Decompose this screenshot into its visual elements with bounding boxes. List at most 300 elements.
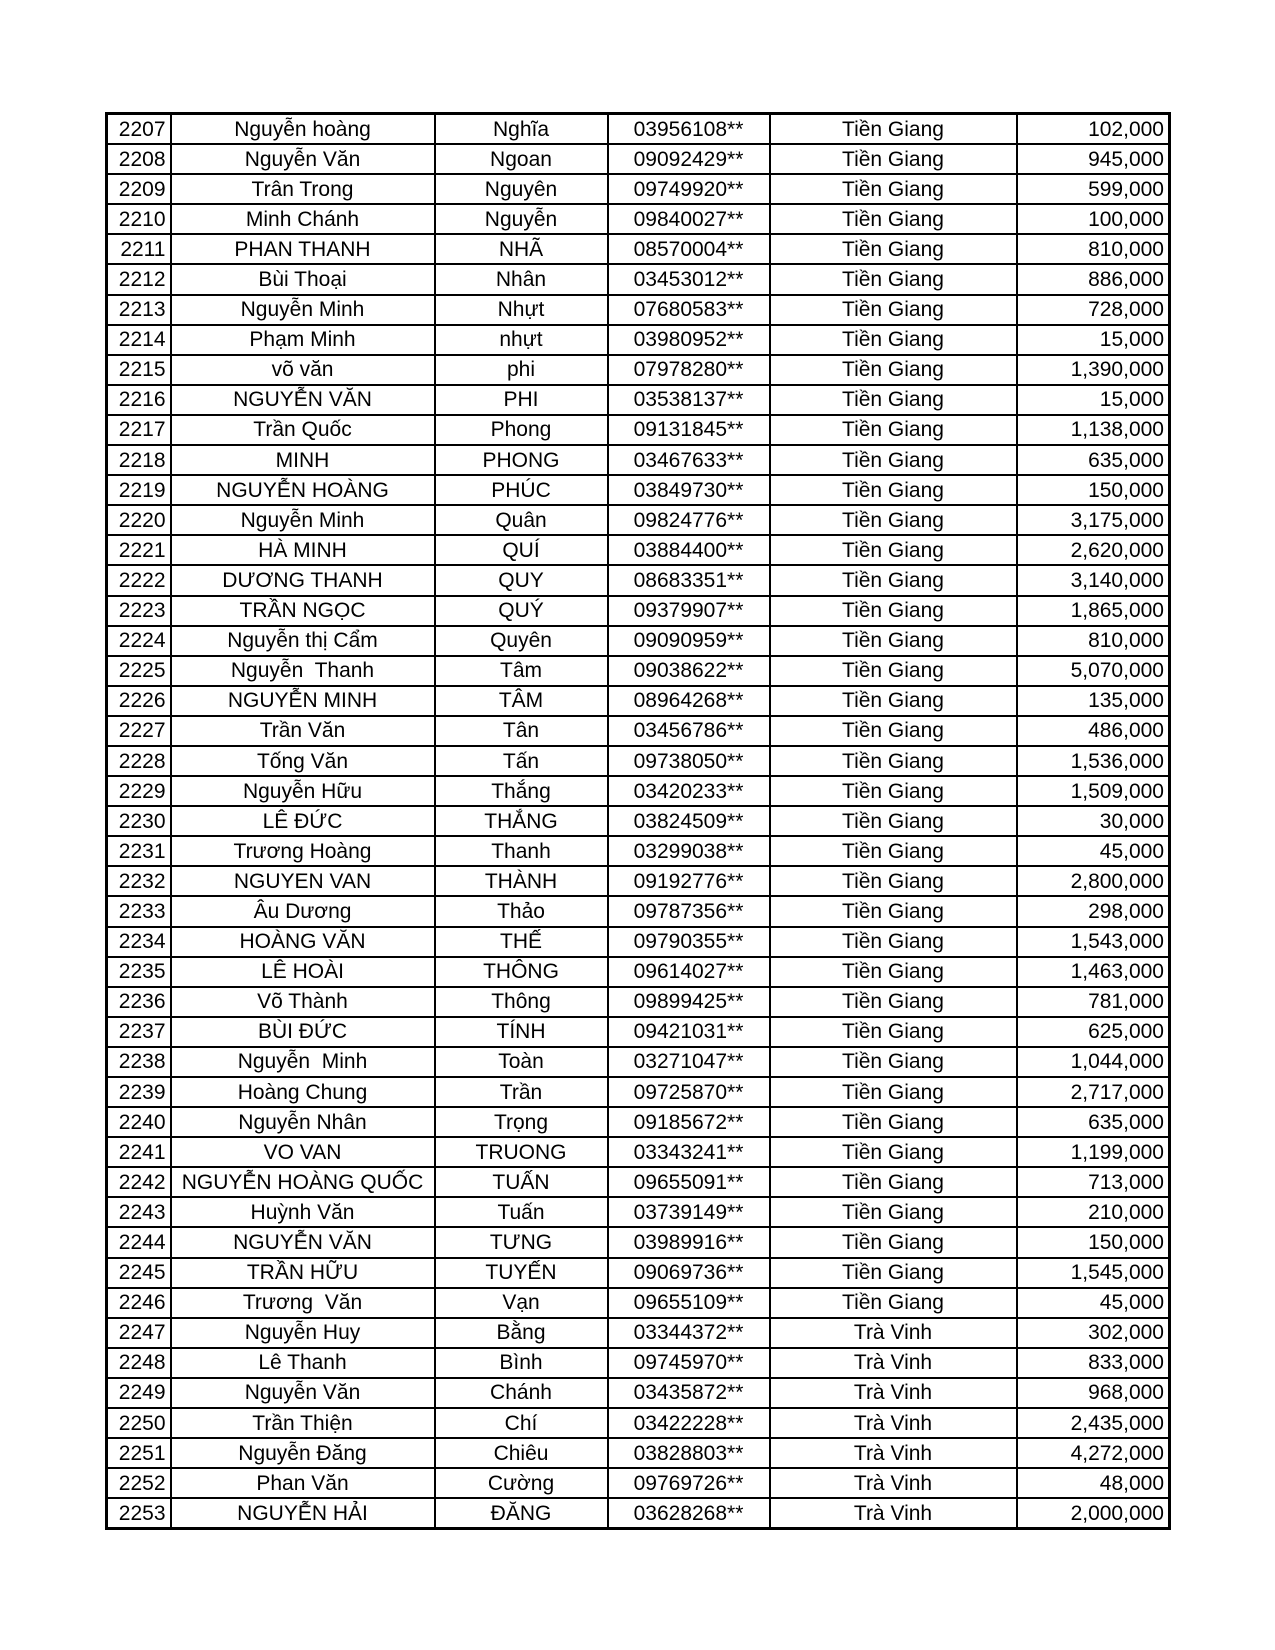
cell-last-name: TRẦN NGỌC <box>171 596 435 626</box>
table-row <box>107 1438 1170 1468</box>
cell-last-name: Hoàng Chung <box>171 1077 435 1107</box>
cell-first-name: Thông <box>435 987 608 1017</box>
cell-province: Tiền Giang <box>770 204 1017 234</box>
cell-last-name: Lê Thanh <box>171 1348 435 1378</box>
cell-phone: 09092429** <box>608 144 770 174</box>
cell-first-name: THÔNG <box>435 957 608 987</box>
cell-first-name: TUYẾN <box>435 1258 608 1288</box>
cell-last-name: Phan Văn <box>171 1468 435 1498</box>
cell-province: Tiền Giang <box>770 806 1017 836</box>
cell-id: 2222 <box>107 565 171 595</box>
cell-last-name: Trân Trong <box>171 174 435 204</box>
cell-id: 2247 <box>107 1318 171 1348</box>
cell-first-name: Bằng <box>435 1318 608 1348</box>
cell-province: Tiền Giang <box>770 174 1017 204</box>
cell-amount: 210,000 <box>1017 1197 1170 1227</box>
cell-first-name: TUẤN <box>435 1167 608 1197</box>
table-row <box>107 144 1170 174</box>
cell-amount: 150,000 <box>1017 1227 1170 1257</box>
cell-amount: 3,175,000 <box>1017 505 1170 535</box>
cell-amount: 945,000 <box>1017 144 1170 174</box>
cell-province: Tiền Giang <box>770 114 1017 145</box>
cell-amount: 1,044,000 <box>1017 1047 1170 1077</box>
cell-first-name: NHÃ <box>435 234 608 264</box>
table-row <box>107 1378 1170 1408</box>
cell-phone: 03628268** <box>608 1498 770 1529</box>
cell-id: 2217 <box>107 415 171 445</box>
cell-last-name: Nguyễn Minh <box>171 295 435 325</box>
cell-province: Tiền Giang <box>770 475 1017 505</box>
cell-phone: 03271047** <box>608 1047 770 1077</box>
cell-province: Tiền Giang <box>770 896 1017 926</box>
cell-last-name: Nguyễn Đăng <box>171 1438 435 1468</box>
table-row <box>107 1137 1170 1167</box>
cell-phone: 03739149** <box>608 1197 770 1227</box>
table-row <box>107 987 1170 1017</box>
cell-province: Tiền Giang <box>770 1077 1017 1107</box>
cell-first-name: Ngoan <box>435 144 608 174</box>
cell-amount: 625,000 <box>1017 1017 1170 1047</box>
cell-id: 2237 <box>107 1017 171 1047</box>
cell-province: Trà Vinh <box>770 1378 1017 1408</box>
cell-id: 2250 <box>107 1408 171 1438</box>
cell-phone: 09421031** <box>608 1017 770 1047</box>
cell-id: 2220 <box>107 505 171 535</box>
cell-phone: 09038622** <box>608 656 770 686</box>
cell-id: 2221 <box>107 535 171 565</box>
cell-id: 2215 <box>107 355 171 385</box>
cell-phone: 03824509** <box>608 806 770 836</box>
cell-id: 2252 <box>107 1468 171 1498</box>
cell-last-name: Nguyễn Hữu <box>171 776 435 806</box>
cell-last-name: TRẦN HỮU <box>171 1258 435 1288</box>
cell-id: 2207 <box>107 114 171 145</box>
cell-id: 2245 <box>107 1258 171 1288</box>
cell-id: 2233 <box>107 896 171 926</box>
cell-phone: 09655091** <box>608 1167 770 1197</box>
cell-first-name: TRUONG <box>435 1137 608 1167</box>
cell-first-name: Tuấn <box>435 1197 608 1227</box>
cell-first-name: TÂM <box>435 686 608 716</box>
cell-province: Tiền Giang <box>770 686 1017 716</box>
cell-last-name: DƯƠNG THANH <box>171 565 435 595</box>
cell-first-name: phi <box>435 355 608 385</box>
table-row <box>107 1258 1170 1288</box>
cell-phone: 03344372** <box>608 1318 770 1348</box>
cell-first-name: Nhân <box>435 264 608 294</box>
cell-phone: 09131845** <box>608 415 770 445</box>
cell-phone: 03456786** <box>608 716 770 746</box>
cell-province: Tiền Giang <box>770 325 1017 355</box>
cell-first-name: PHI <box>435 385 608 415</box>
cell-province: Tiền Giang <box>770 415 1017 445</box>
table-row <box>107 1197 1170 1227</box>
cell-first-name: Quyên <box>435 626 608 656</box>
table-row <box>107 1227 1170 1257</box>
cell-id: 2240 <box>107 1107 171 1137</box>
cell-province: Tiền Giang <box>770 836 1017 866</box>
cell-id: 2235 <box>107 957 171 987</box>
cell-amount: 2,000,000 <box>1017 1498 1170 1529</box>
cell-first-name: Toàn <box>435 1047 608 1077</box>
cell-province: Tiền Giang <box>770 866 1017 896</box>
table-row <box>107 295 1170 325</box>
cell-id: 2216 <box>107 385 171 415</box>
cell-id: 2236 <box>107 987 171 1017</box>
cell-amount: 1,543,000 <box>1017 927 1170 957</box>
cell-province: Tiền Giang <box>770 626 1017 656</box>
table-row <box>107 1047 1170 1077</box>
cell-last-name: HOÀNG VĂN <box>171 927 435 957</box>
cell-first-name: Phong <box>435 415 608 445</box>
table-row <box>107 415 1170 445</box>
table-row <box>107 866 1170 896</box>
cell-amount: 635,000 <box>1017 445 1170 475</box>
cell-province: Tiền Giang <box>770 1047 1017 1077</box>
cell-last-name: võ văn <box>171 355 435 385</box>
cell-id: 2228 <box>107 746 171 776</box>
cell-phone: 09745970** <box>608 1348 770 1378</box>
cell-first-name: Trọng <box>435 1107 608 1137</box>
cell-amount: 968,000 <box>1017 1378 1170 1408</box>
table-row <box>107 1408 1170 1438</box>
cell-phone: 09787356** <box>608 896 770 926</box>
beneficiary-table <box>105 112 1171 1530</box>
cell-province: Tiền Giang <box>770 355 1017 385</box>
cell-id: 2239 <box>107 1077 171 1107</box>
cell-province: Trà Vinh <box>770 1318 1017 1348</box>
cell-phone: 03422228** <box>608 1408 770 1438</box>
cell-last-name: PHAN THANH <box>171 234 435 264</box>
cell-province: Tiền Giang <box>770 776 1017 806</box>
cell-id: 2227 <box>107 716 171 746</box>
cell-amount: 1,390,000 <box>1017 355 1170 385</box>
cell-amount: 2,717,000 <box>1017 1077 1170 1107</box>
cell-phone: 09749920** <box>608 174 770 204</box>
cell-province: Trà Vinh <box>770 1348 1017 1378</box>
cell-phone: 09614027** <box>608 957 770 987</box>
cell-amount: 302,000 <box>1017 1318 1170 1348</box>
cell-first-name: QUÝ <box>435 596 608 626</box>
cell-amount: 100,000 <box>1017 204 1170 234</box>
cell-last-name: Nguyễn Huy <box>171 1318 435 1348</box>
cell-province: Tiền Giang <box>770 565 1017 595</box>
cell-last-name: MINH <box>171 445 435 475</box>
cell-first-name: Thanh <box>435 836 608 866</box>
cell-first-name: Nguyễn <box>435 204 608 234</box>
cell-last-name: NGUYỄN MINH <box>171 686 435 716</box>
cell-phone: 03538137** <box>608 385 770 415</box>
cell-amount: 2,800,000 <box>1017 866 1170 896</box>
cell-phone: 03980952** <box>608 325 770 355</box>
table-row <box>107 1498 1170 1529</box>
cell-province: Tiền Giang <box>770 505 1017 535</box>
cell-last-name: HÀ MINH <box>171 535 435 565</box>
table-row <box>107 896 1170 926</box>
cell-id: 2249 <box>107 1378 171 1408</box>
cell-phone: 09192776** <box>608 866 770 896</box>
cell-first-name: Tâm <box>435 656 608 686</box>
cell-phone: 03453012** <box>608 264 770 294</box>
cell-phone: 09725870** <box>608 1077 770 1107</box>
cell-first-name: Chiêu <box>435 1438 608 1468</box>
cell-province: Tiền Giang <box>770 746 1017 776</box>
cell-amount: 728,000 <box>1017 295 1170 325</box>
table-row <box>107 1288 1170 1318</box>
table-row <box>107 114 1170 145</box>
cell-id: 2234 <box>107 927 171 957</box>
cell-id: 2242 <box>107 1167 171 1197</box>
cell-amount: 781,000 <box>1017 987 1170 1017</box>
cell-last-name: Âu Dương <box>171 896 435 926</box>
cell-amount: 150,000 <box>1017 475 1170 505</box>
cell-amount: 3,140,000 <box>1017 565 1170 595</box>
cell-first-name: Tân <box>435 716 608 746</box>
cell-amount: 713,000 <box>1017 1167 1170 1197</box>
cell-last-name: Trương Hoàng <box>171 836 435 866</box>
cell-phone: 08683351** <box>608 565 770 595</box>
cell-last-name: NGUYỄN HOÀNG <box>171 475 435 505</box>
cell-province: Tiền Giang <box>770 1227 1017 1257</box>
cell-first-name: Thắng <box>435 776 608 806</box>
cell-phone: 09824776** <box>608 505 770 535</box>
cell-id: 2219 <box>107 475 171 505</box>
table-row <box>107 565 1170 595</box>
cell-last-name: Trần Văn <box>171 716 435 746</box>
cell-first-name: QUÍ <box>435 535 608 565</box>
cell-id: 2225 <box>107 656 171 686</box>
cell-id: 2226 <box>107 686 171 716</box>
cell-id: 2246 <box>107 1288 171 1318</box>
cell-phone: 03884400** <box>608 535 770 565</box>
cell-phone: 03343241** <box>608 1137 770 1167</box>
cell-id: 2238 <box>107 1047 171 1077</box>
cell-province: Tiền Giang <box>770 445 1017 475</box>
cell-last-name: Trần Quốc <box>171 415 435 445</box>
cell-amount: 1,199,000 <box>1017 1137 1170 1167</box>
cell-first-name: THÀNH <box>435 866 608 896</box>
cell-id: 2229 <box>107 776 171 806</box>
cell-amount: 5,070,000 <box>1017 656 1170 686</box>
cell-id: 2209 <box>107 174 171 204</box>
cell-last-name: LÊ HOÀI <box>171 957 435 987</box>
cell-phone: 09655109** <box>608 1288 770 1318</box>
cell-amount: 135,000 <box>1017 686 1170 716</box>
cell-last-name: Huỳnh Văn <box>171 1197 435 1227</box>
cell-id: 2224 <box>107 626 171 656</box>
cell-province: Tiền Giang <box>770 716 1017 746</box>
cell-province: Tiền Giang <box>770 144 1017 174</box>
table-row <box>107 535 1170 565</box>
cell-last-name: Nguyễn Minh <box>171 505 435 535</box>
cell-phone: 09738050** <box>608 746 770 776</box>
cell-last-name: VO VAN <box>171 1137 435 1167</box>
cell-phone: 08964268** <box>608 686 770 716</box>
table-row <box>107 1468 1170 1498</box>
cell-province: Trà Vinh <box>770 1408 1017 1438</box>
table-row <box>107 1348 1170 1378</box>
cell-id: 2230 <box>107 806 171 836</box>
cell-first-name: Vạn <box>435 1288 608 1318</box>
cell-province: Tiền Giang <box>770 656 1017 686</box>
table-row <box>107 355 1170 385</box>
table-row <box>107 836 1170 866</box>
table-row <box>107 626 1170 656</box>
cell-province: Tiền Giang <box>770 1288 1017 1318</box>
cell-phone: 09090959** <box>608 626 770 656</box>
cell-first-name: Bình <box>435 1348 608 1378</box>
cell-phone: 03420233** <box>608 776 770 806</box>
cell-amount: 1,545,000 <box>1017 1258 1170 1288</box>
table-row <box>107 1077 1170 1107</box>
cell-first-name: Thảo <box>435 896 608 926</box>
cell-id: 2210 <box>107 204 171 234</box>
table-row <box>107 746 1170 776</box>
cell-first-name: TƯNG <box>435 1227 608 1257</box>
table-row <box>107 1017 1170 1047</box>
cell-last-name: NGUYEN VAN <box>171 866 435 896</box>
cell-province: Trà Vinh <box>770 1498 1017 1529</box>
cell-id: 2232 <box>107 866 171 896</box>
cell-id: 2248 <box>107 1348 171 1378</box>
table-row <box>107 806 1170 836</box>
cell-phone: 09899425** <box>608 987 770 1017</box>
cell-first-name: TÍNH <box>435 1017 608 1047</box>
cell-phone: 03956108** <box>608 114 770 145</box>
cell-first-name: Trần <box>435 1077 608 1107</box>
cell-first-name: Nguyên <box>435 174 608 204</box>
cell-province: Trà Vinh <box>770 1438 1017 1468</box>
cell-amount: 298,000 <box>1017 896 1170 926</box>
cell-province: Tiền Giang <box>770 295 1017 325</box>
cell-last-name: Bùi Thoại <box>171 264 435 294</box>
cell-phone: 08570004** <box>608 234 770 264</box>
table-row <box>107 957 1170 987</box>
cell-amount: 810,000 <box>1017 234 1170 264</box>
table-row <box>107 445 1170 475</box>
cell-first-name: THẮNG <box>435 806 608 836</box>
cell-last-name: Nguyễn thị Cẩm <box>171 626 435 656</box>
table-body <box>107 114 1170 1529</box>
cell-amount: 1,463,000 <box>1017 957 1170 987</box>
cell-amount: 2,620,000 <box>1017 535 1170 565</box>
cell-first-name: Nghĩa <box>435 114 608 145</box>
table-row <box>107 505 1170 535</box>
cell-id: 2213 <box>107 295 171 325</box>
cell-id: 2214 <box>107 325 171 355</box>
cell-id: 2243 <box>107 1197 171 1227</box>
cell-first-name: Chánh <box>435 1378 608 1408</box>
cell-amount: 1,536,000 <box>1017 746 1170 776</box>
table-row <box>107 716 1170 746</box>
cell-last-name: BÙI ĐỨC <box>171 1017 435 1047</box>
cell-first-name: ĐĂNG <box>435 1498 608 1529</box>
cell-province: Tiền Giang <box>770 987 1017 1017</box>
cell-last-name: LÊ ĐỨC <box>171 806 435 836</box>
cell-last-name: NGUYỄN HOÀNG QUỐC <box>171 1167 435 1197</box>
cell-phone: 03849730** <box>608 475 770 505</box>
cell-amount: 599,000 <box>1017 174 1170 204</box>
table-row <box>107 385 1170 415</box>
cell-last-name: Tống Văn <box>171 746 435 776</box>
cell-first-name: Chí <box>435 1408 608 1438</box>
cell-id: 2212 <box>107 264 171 294</box>
cell-last-name: Nguyễn hoàng <box>171 114 435 145</box>
table-row <box>107 475 1170 505</box>
table-row <box>107 234 1170 264</box>
cell-first-name: PHONG <box>435 445 608 475</box>
cell-id: 2241 <box>107 1137 171 1167</box>
cell-first-name: nhựt <box>435 325 608 355</box>
cell-province: Tiền Giang <box>770 1017 1017 1047</box>
cell-id: 2251 <box>107 1438 171 1468</box>
table-row <box>107 264 1170 294</box>
cell-province: Tiền Giang <box>770 264 1017 294</box>
cell-phone: 03467633** <box>608 445 770 475</box>
table-row <box>107 596 1170 626</box>
table-row <box>107 1318 1170 1348</box>
cell-province: Tiền Giang <box>770 234 1017 264</box>
cell-amount: 833,000 <box>1017 1348 1170 1378</box>
cell-phone: 09069736** <box>608 1258 770 1288</box>
cell-id: 2231 <box>107 836 171 866</box>
cell-last-name: NGUYỄN VĂN <box>171 1227 435 1257</box>
table-row <box>107 927 1170 957</box>
cell-province: Tiền Giang <box>770 1137 1017 1167</box>
cell-first-name: PHÚC <box>435 475 608 505</box>
table-row <box>107 656 1170 686</box>
cell-first-name: Nhựt <box>435 295 608 325</box>
cell-id: 2244 <box>107 1227 171 1257</box>
cell-id: 2218 <box>107 445 171 475</box>
cell-id: 2223 <box>107 596 171 626</box>
cell-amount: 102,000 <box>1017 114 1170 145</box>
table-row <box>107 686 1170 716</box>
table-row <box>107 204 1170 234</box>
cell-amount: 15,000 <box>1017 325 1170 355</box>
cell-phone: 07978280** <box>608 355 770 385</box>
cell-amount: 2,435,000 <box>1017 1408 1170 1438</box>
cell-first-name: Cường <box>435 1468 608 1498</box>
cell-amount: 810,000 <box>1017 626 1170 656</box>
cell-id: 2253 <box>107 1498 171 1529</box>
table-row <box>107 776 1170 806</box>
cell-amount: 1,865,000 <box>1017 596 1170 626</box>
cell-province: Tiền Giang <box>770 927 1017 957</box>
cell-id: 2211 <box>107 234 171 264</box>
cell-phone: 09769726** <box>608 1468 770 1498</box>
cell-last-name: Phạm Minh <box>171 325 435 355</box>
cell-amount: 886,000 <box>1017 264 1170 294</box>
cell-last-name: Trần Thiện <box>171 1408 435 1438</box>
cell-phone: 07680583** <box>608 295 770 325</box>
cell-phone: 09379907** <box>608 596 770 626</box>
cell-province: Tiền Giang <box>770 957 1017 987</box>
cell-last-name: Nguyễn Nhân <box>171 1107 435 1137</box>
cell-amount: 15,000 <box>1017 385 1170 415</box>
cell-amount: 45,000 <box>1017 1288 1170 1318</box>
cell-first-name: Tấn <box>435 746 608 776</box>
cell-province: Trà Vinh <box>770 1468 1017 1498</box>
cell-last-name: Võ Thành <box>171 987 435 1017</box>
cell-amount: 635,000 <box>1017 1107 1170 1137</box>
cell-first-name: Quân <box>435 505 608 535</box>
table-row <box>107 1167 1170 1197</box>
cell-phone: 03299038** <box>608 836 770 866</box>
cell-province: Tiền Giang <box>770 1107 1017 1137</box>
cell-phone: 03989916** <box>608 1227 770 1257</box>
cell-amount: 1,509,000 <box>1017 776 1170 806</box>
